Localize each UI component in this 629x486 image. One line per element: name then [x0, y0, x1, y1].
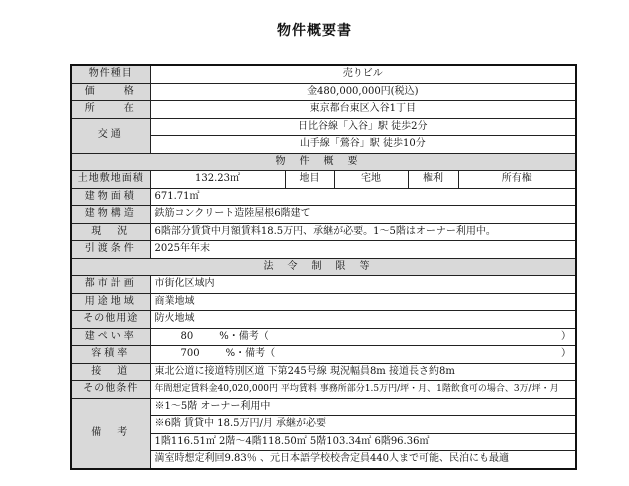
- label-far: 容積率: [71, 346, 150, 364]
- row-section-law: [71, 258, 576, 276]
- bcr-close: ）: [561, 330, 572, 342]
- bcr-note: %・備考（: [219, 330, 269, 342]
- row-structure: [71, 206, 576, 224]
- row-property-type: [71, 65, 576, 83]
- remarks-line-2: ※6階 賃貸中 18.5万円/月 承継が必要: [150, 416, 576, 434]
- label-road: 接 道: [71, 363, 150, 381]
- row-bcr: [71, 328, 576, 346]
- label-land-area: 土地敷地面積: [71, 171, 150, 189]
- value-structure: 鉄筋コンクリート造陸屋根6階建て: [150, 206, 576, 224]
- label-handover: 引渡条件: [71, 241, 150, 259]
- row-other-use: [71, 311, 576, 329]
- row-land: [71, 171, 576, 189]
- row-floor-area: [71, 188, 576, 206]
- row-far: [71, 346, 576, 364]
- label-price: 価 格: [71, 83, 150, 101]
- value-city-plan: 市街化区域内: [150, 276, 576, 294]
- value-property-type: 売りビル: [150, 65, 576, 83]
- value-far-cell: [150, 346, 576, 364]
- label-property-type: 物件種目: [71, 65, 150, 83]
- row-remarks-1: [71, 398, 576, 416]
- label-bcr: 建ぺい率: [71, 328, 150, 346]
- row-handover: [71, 241, 576, 259]
- label-conditions: その他条件: [71, 381, 150, 399]
- row-price: [71, 83, 576, 101]
- row-status: [71, 223, 576, 241]
- label-zone: 用途地域: [71, 293, 150, 311]
- value-far: 700: [180, 348, 200, 359]
- label-status: 現 況: [71, 223, 150, 241]
- row-city-plan: [71, 276, 576, 294]
- label-floor-area: 建物面積: [71, 188, 150, 206]
- row-section-property: [71, 153, 576, 171]
- row-zone: [71, 293, 576, 311]
- value-other-use: 防火地域: [150, 311, 576, 329]
- label-right: 権利: [408, 171, 458, 189]
- value-conditions: 年間想定賃料金40,020,000円 平均賃料 事務所部分1.5万円/坪・月、1階飲食可の場合、3万/坪・月: [150, 381, 576, 399]
- value-land-area: 132.23㎡: [150, 171, 285, 189]
- value-road: 東北公道に接道特別区道 下第245号線 現況幅員8m 接道長さ約8m: [150, 363, 576, 381]
- far-note: %・備考（: [225, 348, 276, 359]
- label-city-plan: 都市計画: [71, 276, 150, 294]
- document-title: 物件概要書: [277, 23, 352, 39]
- value-price: 金480,000,000円(税込): [150, 83, 576, 101]
- label-address: 所 在: [71, 101, 150, 119]
- label-remarks: 備 考: [71, 398, 150, 469]
- value-address: 東京都台東区入谷1丁目: [150, 101, 576, 119]
- remarks-line-3: 1階116.51㎡ 2階～4階118.50㎡ 5階103.34㎡ 6階96.36㎡: [150, 433, 576, 451]
- value-access-1: 日比谷線「入谷」駅 徒歩2分: [150, 118, 576, 136]
- row-conditions: [71, 381, 576, 399]
- label-access: 交通: [71, 118, 150, 153]
- label-structure: 建物構造: [71, 206, 150, 224]
- row-road: [71, 363, 576, 381]
- value-bcr-cell: [150, 328, 576, 346]
- section-property-heading: 物件概要: [71, 153, 576, 171]
- far-close: ）: [561, 348, 572, 359]
- remarks-line-4: 満室時想定利回9.83％ 、元日本語学校校舎定員440人まで可能、民泊にも最適: [150, 451, 576, 469]
- value-status: 6階部分賃貸中月額賃料18.5万円、承継が必要。1～5階はオーナー利用中。: [150, 223, 576, 241]
- section-law-heading: 法令制限等: [71, 258, 576, 276]
- property-summary-table: [70, 64, 577, 470]
- value-handover: 2025年年末: [150, 241, 576, 259]
- label-other-use: その他用途: [71, 311, 150, 329]
- value-bcr: 80: [180, 330, 194, 342]
- remarks-line-1: ※1～5階 オーナー利用中: [150, 398, 576, 416]
- row-access-1: [71, 118, 576, 136]
- row-address: [71, 101, 576, 119]
- value-right: 所有権: [458, 171, 576, 189]
- value-zone: 商業地域: [150, 293, 576, 311]
- value-floor-area: 671.71㎡: [150, 188, 576, 206]
- label-chimoku: 地目: [285, 171, 334, 189]
- value-access-2: 山手線「鶯谷」駅 徒歩10分: [150, 136, 576, 154]
- value-chimoku: 宅地: [334, 171, 408, 189]
